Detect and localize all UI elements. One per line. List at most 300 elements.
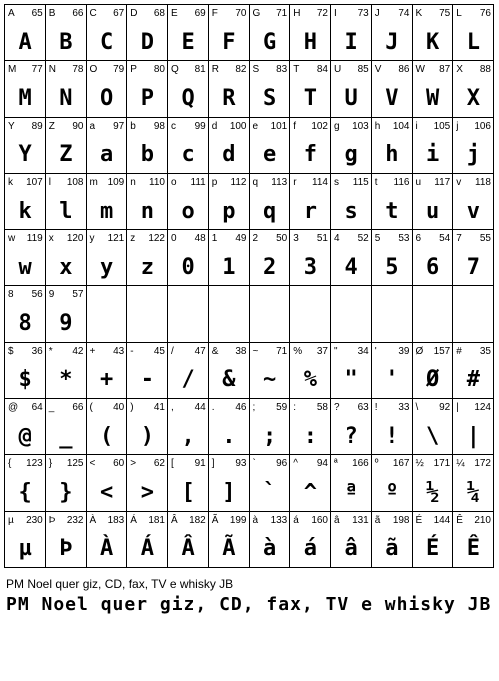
glyph-cell xyxy=(168,343,209,399)
glyph-label xyxy=(8,8,43,20)
glyph-character: A xyxy=(8,8,15,19)
glyph-cell xyxy=(87,343,128,399)
glyph-label xyxy=(8,458,43,470)
glyph-character: v xyxy=(456,176,462,188)
glyph-character: t xyxy=(374,176,378,188)
glyph-label xyxy=(171,458,206,470)
glyph-cell xyxy=(87,174,128,230)
glyph-character: Â xyxy=(171,514,178,526)
glyph-cell xyxy=(331,455,372,511)
glyph-code: 74 xyxy=(398,8,410,19)
glyph-cell xyxy=(209,512,250,568)
glyph-code: 181 xyxy=(148,514,165,526)
glyph-cell xyxy=(5,118,46,174)
glyph-code: 199 xyxy=(229,514,247,526)
glyph-cell xyxy=(209,455,250,511)
glyph-sample: w xyxy=(18,254,32,280)
glyph-sample: ? xyxy=(344,423,358,449)
glyph-code: 87 xyxy=(439,64,451,76)
glyph-character: x xyxy=(48,233,54,245)
glyph-cell xyxy=(413,286,454,342)
glyph-label xyxy=(293,64,328,76)
glyph-label xyxy=(456,233,491,245)
glyph-label xyxy=(212,346,247,358)
glyph-code: 69 xyxy=(194,8,206,19)
glyph-code: 71 xyxy=(276,8,288,19)
glyph-code: 114 xyxy=(312,176,328,188)
glyph-character: ) xyxy=(130,402,134,414)
glyph-sample: [ xyxy=(181,480,195,506)
glyph-label xyxy=(416,64,451,76)
glyph-cell xyxy=(250,174,291,230)
glyph-character: \ xyxy=(415,402,419,414)
glyph-character: Ê xyxy=(456,514,463,526)
glyph-cell xyxy=(372,61,413,117)
glyph-cell xyxy=(168,174,209,230)
glyph-cell xyxy=(331,286,372,342)
glyph-cell xyxy=(168,399,209,455)
glyph-character: F xyxy=(211,8,218,19)
glyph-sample: | xyxy=(466,423,480,449)
glyph-label xyxy=(212,458,247,470)
glyph-sample: u xyxy=(426,198,439,224)
glyph-character: ã xyxy=(374,514,381,526)
glyph-character: j xyxy=(456,120,459,132)
glyph-character: } xyxy=(48,458,53,470)
glyph-cell xyxy=(250,512,291,568)
glyph-character: Á xyxy=(130,514,137,526)
glyph-code: 76 xyxy=(479,8,491,19)
glyph-cell xyxy=(127,455,168,511)
glyph-code: 45 xyxy=(153,345,165,357)
glyph-sample: 6 xyxy=(426,254,439,280)
glyph-code: 96 xyxy=(276,458,288,470)
glyph-label xyxy=(334,458,369,470)
glyph-character: ª xyxy=(334,458,338,470)
glyph-sample: y xyxy=(100,254,113,280)
glyph-sample: 0 xyxy=(181,254,195,280)
glyph-label xyxy=(49,233,84,245)
glyph-cell xyxy=(331,230,372,286)
glyph-character: J xyxy=(374,8,380,19)
glyph-label xyxy=(253,346,288,358)
glyph-code: 77 xyxy=(31,64,43,76)
glyph-character: o xyxy=(171,176,177,188)
glyph-cell xyxy=(87,512,128,568)
glyph-label xyxy=(49,8,84,20)
glyph-character: c xyxy=(171,120,176,132)
glyph-cell xyxy=(168,286,209,342)
glyph-character: ; xyxy=(252,402,256,414)
glyph-code: 94 xyxy=(316,458,328,470)
glyph-code: 75 xyxy=(439,8,451,19)
glyph-character: 8 xyxy=(8,289,14,301)
glyph-sample: - xyxy=(140,367,154,393)
glyph-code: 92 xyxy=(439,402,451,414)
glyph-label xyxy=(334,8,369,20)
glyph-character: / xyxy=(171,345,174,357)
glyph-character: 9 xyxy=(48,289,55,301)
glyph-character: w xyxy=(8,233,16,245)
glyph-sample: 9 xyxy=(59,311,72,337)
glyph-label xyxy=(416,121,451,133)
glyph-cell xyxy=(250,5,291,61)
glyph-sample: s xyxy=(344,198,358,224)
glyph-label xyxy=(456,346,491,358)
glyph-code: 198 xyxy=(392,514,410,526)
glyph-label xyxy=(171,233,206,245)
glyph-character: z xyxy=(130,233,136,245)
glyph-code: 70 xyxy=(235,8,247,19)
glyph-sample: U xyxy=(344,85,358,111)
glyph-character: ~ xyxy=(252,345,259,357)
glyph-code: 47 xyxy=(194,345,206,357)
glyph-character: V xyxy=(374,64,382,76)
glyph-character: W xyxy=(415,64,425,76)
glyph-code: 112 xyxy=(230,176,247,188)
glyph-cell xyxy=(331,399,372,455)
glyph-cell xyxy=(372,455,413,511)
glyph-code: 35 xyxy=(479,345,491,357)
glyph-label xyxy=(293,346,328,358)
glyph-cell xyxy=(87,118,128,174)
glyph-label xyxy=(293,515,328,527)
glyph-sample: S xyxy=(263,85,276,111)
glyph-cell xyxy=(87,455,128,511)
glyph-character: C xyxy=(89,8,97,19)
glyph-character: â xyxy=(334,514,340,526)
glyph-cell xyxy=(290,174,331,230)
glyph-code: 79 xyxy=(113,64,125,76)
glyph-cell xyxy=(372,118,413,174)
glyph-code: 65 xyxy=(31,8,43,19)
glyph-label xyxy=(416,515,451,527)
glyph-label xyxy=(334,233,369,245)
glyph-code: 105 xyxy=(433,120,451,132)
glyph-sample: ¼ xyxy=(466,480,480,506)
glyph-code: 118 xyxy=(475,176,491,188)
glyph-label xyxy=(416,458,451,470)
glyph-label xyxy=(49,346,84,358)
glyph-sample: á xyxy=(303,536,317,562)
glyph-cell xyxy=(46,61,87,117)
glyph-label xyxy=(456,64,491,76)
glyph-sample: q xyxy=(263,198,276,224)
glyph-code: 86 xyxy=(398,64,410,76)
glyph-cell xyxy=(46,5,87,61)
glyph-label xyxy=(416,233,451,245)
glyph-sample: Ø xyxy=(426,367,439,393)
glyph-sample: i xyxy=(426,142,439,168)
glyph-cell xyxy=(413,5,454,61)
glyph-character: u xyxy=(415,176,422,188)
glyph-cell xyxy=(413,399,454,455)
glyph-character: p xyxy=(211,176,218,188)
glyph-code: 68 xyxy=(153,8,165,19)
glyph-label xyxy=(130,8,165,20)
glyph-label xyxy=(253,177,288,189)
glyph-code: 63 xyxy=(357,402,369,414)
glyph-cell xyxy=(168,61,209,117)
glyph-character: 6 xyxy=(415,233,422,245)
glyph-code: 85 xyxy=(357,64,369,76)
glyph-sample: 8 xyxy=(18,311,32,337)
glyph-code: 117 xyxy=(434,176,451,188)
glyph-cell xyxy=(127,230,168,286)
glyph-sample: ) xyxy=(140,423,154,449)
glyph-sample: + xyxy=(100,367,113,393)
glyph-sample: I xyxy=(344,29,358,55)
glyph-sample: P xyxy=(140,85,154,111)
glyph-label xyxy=(212,177,247,189)
glyph-character: ¼ xyxy=(456,458,465,470)
glyph-cell xyxy=(331,343,372,399)
glyph-code: 122 xyxy=(148,233,165,245)
glyph-cell xyxy=(5,455,46,511)
glyph-code: 99 xyxy=(194,120,206,132)
glyph-cell xyxy=(5,343,46,399)
glyph-label xyxy=(375,402,410,414)
glyph-cell xyxy=(250,230,291,286)
glyph-cell xyxy=(87,286,128,342)
glyph-sample: Ê xyxy=(466,536,480,562)
glyph-code: 33 xyxy=(398,402,410,414)
glyph-label xyxy=(375,64,410,76)
glyph-character: P xyxy=(130,64,137,76)
glyph-sample: b xyxy=(140,142,154,168)
glyph-code: 167 xyxy=(392,458,410,470)
glyph-label xyxy=(456,458,491,470)
glyph-cell xyxy=(453,399,494,455)
glyph-sample: v xyxy=(466,198,480,224)
glyph-character: - xyxy=(130,345,134,357)
glyph-cell xyxy=(127,343,168,399)
glyph-code: 116 xyxy=(393,176,410,188)
glyph-cell xyxy=(127,174,168,230)
glyph-label xyxy=(456,8,491,20)
glyph-sample: W xyxy=(426,85,439,111)
glyph-character: # xyxy=(456,345,462,357)
glyph-code: 115 xyxy=(352,176,369,188)
glyph-cell xyxy=(209,61,250,117)
glyph-sample: < xyxy=(100,480,113,506)
glyph-character: d xyxy=(211,120,218,132)
glyph-sample: F xyxy=(222,29,235,55)
glyph-cell xyxy=(413,512,454,568)
glyph-label xyxy=(212,402,247,414)
glyph-cell xyxy=(290,118,331,174)
glyph-sample: k xyxy=(18,198,32,224)
glyph-character: k xyxy=(8,176,13,188)
glyph-sample: µ xyxy=(18,536,32,562)
glyph-sample: d xyxy=(222,142,235,168)
glyph-sample: n xyxy=(140,198,154,224)
glyph-character: f xyxy=(293,120,297,132)
glyph-character: B xyxy=(48,8,56,19)
glyph-sample: X xyxy=(466,85,480,111)
glyph-character: 0 xyxy=(171,233,177,245)
glyph-cell xyxy=(5,230,46,286)
glyph-sample: & xyxy=(222,367,235,393)
glyph-sample: } xyxy=(59,480,72,506)
glyph-code: 171 xyxy=(433,458,451,470)
glyph-sample: ½ xyxy=(426,480,439,506)
glyph-cell xyxy=(372,286,413,342)
glyph-sample: : xyxy=(303,423,317,449)
glyph-sample: $ xyxy=(18,367,32,393)
glyph-code: 52 xyxy=(357,233,369,245)
glyph-cell xyxy=(290,61,331,117)
glyph-code: 90 xyxy=(72,120,84,132)
glyph-cell xyxy=(453,174,494,230)
glyph-character: Þ xyxy=(48,514,56,526)
glyph-character: U xyxy=(334,64,342,76)
glyph-label xyxy=(416,402,451,414)
glyph-cell xyxy=(250,343,291,399)
glyph-sample: t xyxy=(385,198,398,224)
glyph-sample: H xyxy=(303,29,317,55)
glyph-cell xyxy=(453,5,494,61)
glyph-sample: ã xyxy=(385,536,398,562)
glyph-sample: r xyxy=(303,198,317,224)
glyph-label xyxy=(212,8,247,20)
glyph-code: 119 xyxy=(26,233,43,245)
glyph-code: 50 xyxy=(276,233,288,245)
glyph-cell xyxy=(413,230,454,286)
glyph-character: X xyxy=(456,64,463,76)
glyph-sample: G xyxy=(263,29,276,55)
glyph-code: 121 xyxy=(107,233,125,245)
glyph-label xyxy=(130,515,165,527)
glyph-label xyxy=(293,177,328,189)
glyph-cell xyxy=(453,286,494,342)
glyph-sample: 7 xyxy=(466,254,480,280)
glyph-cell xyxy=(87,399,128,455)
glyph-cell xyxy=(209,174,250,230)
glyph-label xyxy=(456,121,491,133)
glyph-code: 64 xyxy=(31,402,43,414)
glyph-sample: # xyxy=(466,367,480,393)
glyph-code: 46 xyxy=(235,402,247,414)
glyph-code: 133 xyxy=(270,514,288,526)
glyph-label xyxy=(171,64,206,76)
glyph-sample: 4 xyxy=(344,254,358,280)
glyph-cell xyxy=(127,61,168,117)
glyph-label xyxy=(49,64,84,76)
glyph-label xyxy=(49,289,84,301)
glyph-label xyxy=(253,8,288,20)
glyph-sample: * xyxy=(59,367,72,393)
glyph-character: l xyxy=(48,176,51,188)
glyph-code: 42 xyxy=(72,345,84,357)
glyph-cell xyxy=(250,399,291,455)
glyph-label xyxy=(171,346,206,358)
glyph-cell xyxy=(209,286,250,342)
glyph-character: ] xyxy=(211,458,215,470)
glyph-cell xyxy=(290,512,331,568)
glyph-code: 232 xyxy=(66,514,84,526)
glyph-character: q xyxy=(252,176,259,188)
glyph-cell xyxy=(331,174,372,230)
glyph-code: 84 xyxy=(316,64,328,76)
glyph-label xyxy=(253,402,288,414)
glyph-sample: > xyxy=(140,480,154,506)
glyph-code: 82 xyxy=(235,64,247,76)
glyph-cell xyxy=(46,286,87,342)
glyph-sample: K xyxy=(426,29,439,55)
glyph-sample: g xyxy=(344,142,358,168)
glyph-code: 125 xyxy=(66,458,84,470)
character-map-grid xyxy=(4,4,494,568)
glyph-character: . xyxy=(211,402,215,414)
glyph-code: 80 xyxy=(153,64,165,76)
glyph-code: 55 xyxy=(479,233,491,245)
glyph-character: b xyxy=(130,120,136,132)
glyph-cell xyxy=(127,5,168,61)
glyph-sample: { xyxy=(18,480,32,506)
glyph-code: 172 xyxy=(474,458,491,470)
glyph-label xyxy=(375,177,410,189)
glyph-character: Ø xyxy=(415,345,424,357)
glyph-character: L xyxy=(456,8,462,19)
glyph-label xyxy=(8,515,43,527)
glyph-character: 1 xyxy=(211,233,218,245)
glyph-sample: a xyxy=(100,142,113,168)
glyph-sample: ( xyxy=(100,423,113,449)
glyph-label xyxy=(49,458,84,470)
glyph-character: M xyxy=(8,64,17,76)
glyph-code: 120 xyxy=(66,233,84,245)
glyph-cell xyxy=(5,399,46,455)
glyph-code: 100 xyxy=(229,120,247,132)
glyph-character: Ã xyxy=(211,514,219,526)
glyph-sample: l xyxy=(59,198,72,224)
glyph-code: 104 xyxy=(392,120,410,132)
glyph-code: 57 xyxy=(72,289,84,301)
glyph-cell xyxy=(168,512,209,568)
glyph-character: { xyxy=(8,458,12,470)
glyph-sample: ! xyxy=(385,423,398,449)
glyph-character: g xyxy=(334,120,340,132)
glyph-cell xyxy=(290,286,331,342)
glyph-sample: ª xyxy=(344,480,358,506)
glyph-label xyxy=(334,177,369,189)
glyph-character: n xyxy=(130,176,136,188)
glyph-code: 66 xyxy=(72,8,84,19)
glyph-label xyxy=(171,402,206,414)
glyph-label xyxy=(253,64,288,76)
glyph-cell xyxy=(5,174,46,230)
glyph-label xyxy=(8,64,43,76)
glyph-label xyxy=(130,177,165,189)
glyph-sample: Ã xyxy=(222,536,235,562)
glyph-label xyxy=(375,458,410,470)
glyph-code: 88 xyxy=(479,64,491,76)
glyph-cell xyxy=(46,455,87,511)
glyph-code: 44 xyxy=(194,402,206,414)
glyph-label xyxy=(90,346,125,358)
glyph-cell xyxy=(453,230,494,286)
glyph-cell xyxy=(453,61,494,117)
glyph-code: 36 xyxy=(31,345,43,357)
glyph-cell xyxy=(127,118,168,174)
glyph-code: 111 xyxy=(190,176,206,188)
glyph-character: e xyxy=(252,120,259,132)
glyph-code: 34 xyxy=(357,345,369,357)
glyph-character: : xyxy=(293,402,297,414)
glyph-cell xyxy=(46,399,87,455)
glyph-label xyxy=(416,346,451,358)
